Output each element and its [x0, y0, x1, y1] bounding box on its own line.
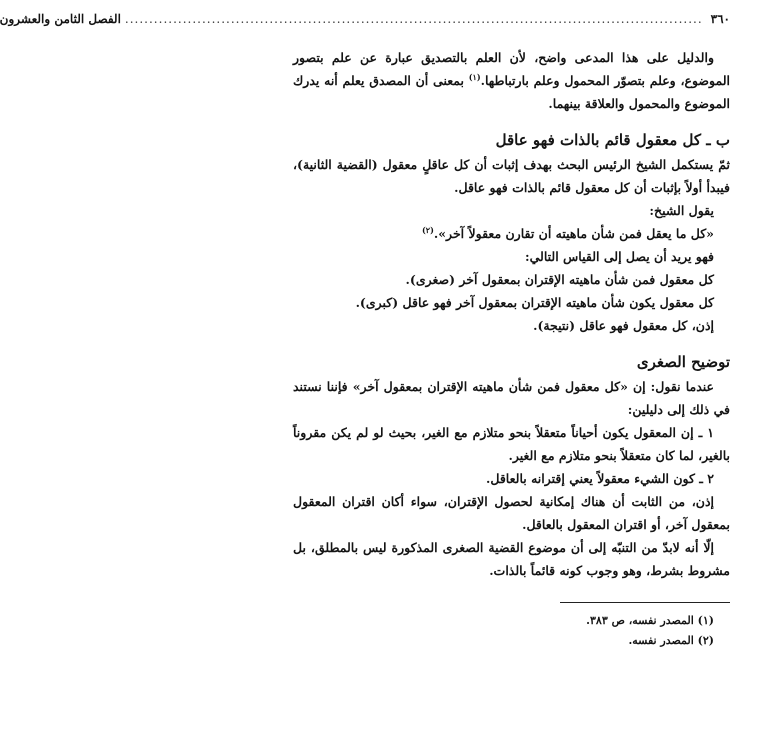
syllogism-conclusion: إذن، كل معقول فهو عاقل (نتيجة). [533, 318, 714, 333]
syllogism-minor: كل معقول فمن شأن ماهيته الإقتران بمعقول آخر (صغرى). [405, 272, 714, 287]
section-b-heading: ب ـ كل معقول قائم بالذات فهو عاقل [495, 131, 730, 149]
minor-premise-heading: توضيح الصغرى [636, 353, 730, 371]
minor-paragraph-4: إذن، من الثابت أن هناك إمكانية لحصول الإقتران، سواء أكان اقتران المعقول بمعقول آخر، أو اقتران المعقول بالعاقل. [293, 494, 730, 532]
intro-text-1: والدليل على هذا المدعى واضح، لأن العلم بالتصديق عبارة عن علم بتصور الموضوع، وعلم بتصوّر المحمول وعلم بارتباطها. [293, 50, 730, 88]
section-b-quote [293, 222, 730, 245]
intro-paragraph [293, 46, 730, 115]
section-b-paragraph-2: يقول الشيخ: [649, 203, 714, 218]
section-b-paragraph-4: فهو يريد أن يصل إلى القياس التالي: [524, 249, 714, 264]
footnote-2: (٢) المصدر نفسه. [628, 634, 714, 647]
leader-dots: ........................................................................................................................ [124, 12, 703, 26]
syllogism-major: كل معقول يكون شأن ماهيته الإقتران بمعقول آخر فهو عاقل (كبرى). [355, 295, 714, 310]
footnote-marker-2: (٢) [422, 224, 434, 235]
minor-paragraph-1: عندما نقول: إن «كل معقول فمن شأن ماهيته الإقتران بمعقول آخر» فإننا نستند في ذلك إلى دليلين: [293, 379, 730, 417]
minor-paragraph-5: إلّا أنه لابدّ من التنبّه إلى أن موضوع القضية الصغرى المذكورة ليس بالمطلق، بل مشروط بشرط، وهو وجوب كونه قائماً بالذات. [293, 540, 730, 578]
minor-paragraph-3: ٢ ـ كون الشيء معقولاً يعني إقترانه بالعاقل. [486, 471, 714, 486]
footnote-1: (١) المصدر نفسه، ص ٣٨٣. [586, 614, 714, 627]
book-page [0, 12, 730, 651]
page-body [293, 46, 730, 651]
minor-paragraph-2: ١ ـ إن المعقول يكون أحياناً متعقلاً بنحو متلازم مع الغير، بحيث لو لم يكن مقروناً بالغير، لما كان متعقلاً بنحو متلازم مع الغير. [293, 425, 730, 463]
chapter-title: الفصل الثامن والعشرون [0, 12, 121, 26]
footnotes [293, 611, 730, 651]
footnote-marker-1: (١) [468, 71, 481, 82]
quote-text: «كل ما يعقل فمن شأن ماهيته أن تقارن معقولاً آخر». [433, 226, 714, 241]
page-number: ٣٦٠ [710, 12, 730, 26]
running-head [0, 12, 730, 32]
section-b-paragraph-1: ثمّ يستكمل الشيخ الرئيس البحث بهدف إثبات أن كل عاقلٍ معقول (القضية الثانية)، فيبدأ أولاً بإثبات أن كل معقول قائم بالذات فهو عاقل. [293, 157, 730, 195]
footnote-divider [560, 602, 730, 603]
intro-text-2: بمعنى أن المصدق يعلم أنه يدرك الموضوع والمحمول والعلاقة بينهما. [293, 73, 730, 111]
